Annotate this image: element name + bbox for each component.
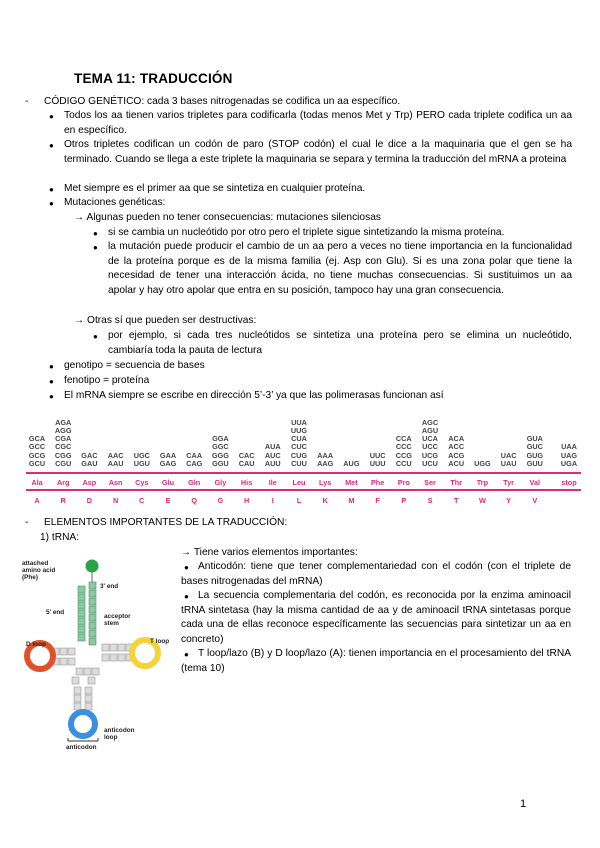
label-anticodon-loop: anticodon loop: [104, 727, 135, 741]
amino-acid-letter: E: [165, 496, 171, 505]
label-t-loop: T loop: [150, 638, 170, 645]
codon: UCA: [422, 434, 438, 444]
amino-acid-abbrev: Gln: [188, 478, 201, 487]
page-title: TEMA 11: TRADUCCIÓN: [74, 71, 233, 86]
codon-column: [130, 452, 154, 468]
amino-acid-letter: P: [401, 496, 407, 505]
codigo-sub1a: si se cambia un nucleótido por otro pero el triplete sigue sintetizando la misma proteína.: [108, 227, 505, 238]
amino-acid-letter: L: [296, 496, 302, 505]
codon-column: [182, 452, 206, 468]
amino-acid-abbrev: Pro: [397, 478, 410, 487]
amino-acid-abbrev: Asn: [108, 478, 123, 487]
amino-acid-letter: Y: [506, 496, 512, 505]
codon: CGG: [54, 450, 72, 460]
amino-acid-letter: D: [86, 496, 93, 505]
amino-acid-abbrev: His: [240, 478, 253, 487]
codon-column: [77, 452, 101, 468]
codon: AGA: [55, 417, 72, 427]
codon: GUA: [526, 434, 543, 444]
bullet-dot: ●: [49, 377, 54, 386]
codigo-sub2a: por ejemplo, si cada tres nucleótidos se sintetiza una proteína pero se elimina un nucleótido, cambiaría toda la pauta de lectura: [108, 330, 572, 356]
codon: CGC: [55, 442, 72, 452]
codon: AAA: [317, 450, 334, 460]
amino-acid-abbrev: Cys: [135, 478, 149, 487]
codon: CAU: [238, 458, 255, 468]
amino-acid-abbrev: Lys: [319, 478, 332, 487]
anticodon-loop-ring: [71, 712, 95, 736]
amino-acid-letter: T: [453, 496, 459, 505]
codon: CUC: [291, 442, 307, 452]
acceptor-stem: [78, 582, 96, 645]
codon: CAA: [186, 450, 203, 460]
codon: GUC: [526, 442, 543, 452]
bullet-dot: ●: [184, 592, 189, 601]
bullet-dot: ●: [49, 362, 54, 371]
codon-column: [497, 452, 521, 468]
codon: AGG: [54, 425, 72, 435]
amino-acid-abbrev: Arg: [56, 478, 70, 487]
elementos-e3: T loop/lazo (B) y D loop/lazo (A): tienen importancia en el procesamiento del tRNA (tema 10): [181, 648, 571, 674]
bullet-dot: ●: [49, 141, 54, 150]
amino-acid-letter: Q: [191, 496, 198, 505]
codon: UAG: [560, 450, 578, 460]
codon: CAC: [238, 450, 255, 460]
codon: UCC: [422, 442, 438, 452]
codon-column: [287, 419, 311, 468]
codon: AGC: [421, 417, 439, 427]
amino-acid-abbrev: Asp: [82, 478, 97, 487]
codon-column: [51, 419, 75, 468]
codon: CGU: [55, 458, 72, 468]
codon: AUG: [343, 458, 360, 468]
codon-column: [261, 443, 285, 468]
codon: CCC: [395, 442, 412, 452]
codon: UGA: [560, 458, 578, 468]
codigo-b6: fenotipo = proteína: [64, 375, 150, 386]
codon: GUG: [526, 450, 544, 460]
amino-acid-letter: A: [34, 496, 40, 505]
elementos-header: ELEMENTOS IMPORTANTES DE LA TRADUCCIÓN:: [44, 517, 288, 528]
bullet-dot: ●: [184, 563, 189, 572]
codon: GAU: [81, 458, 98, 468]
codon: UUU: [369, 458, 386, 468]
bullet-dot: ●: [49, 112, 54, 121]
codon-column: [470, 460, 494, 468]
codon-column: [313, 452, 337, 468]
codon-column: [523, 435, 547, 468]
codon: GAG: [159, 458, 177, 468]
amino-acid-letter: F: [375, 496, 380, 505]
codon: UAA: [561, 442, 577, 452]
codon: ACU: [448, 458, 465, 468]
label-3-end: 3' end: [100, 583, 119, 590]
central-body: [72, 668, 99, 684]
amino-acid-letter: M: [348, 496, 355, 505]
t-stem: [102, 644, 133, 661]
codon: GAC: [81, 450, 98, 460]
amino-acid-letter: W: [478, 496, 486, 505]
codon: GCC: [28, 442, 46, 452]
codon: AUA: [264, 442, 281, 452]
bullet-dot: ●: [93, 243, 98, 252]
label-attached-aa: attached amino acid (Phe): [22, 560, 56, 581]
mutation-silent-heading: → Algunas pueden no tener consecuencias: mutaciones silenciosas: [74, 212, 381, 223]
codon: GGA: [212, 434, 229, 444]
amino-acid-abbrev: Val: [529, 478, 541, 487]
bullet-dot: ●: [184, 650, 189, 659]
anticodon-stem: [74, 687, 92, 710]
amino-acid-letter: S: [427, 496, 433, 505]
codon: AAG: [317, 458, 334, 468]
codigo-b7: El mRNA siempre se escribe en dirección 5’-3’ ya que las polimerasas funcionan así: [64, 390, 444, 401]
label-anticodon: anticodon: [66, 744, 97, 751]
amino-acid-letter: K: [322, 496, 328, 505]
bullet-dot: ●: [93, 229, 98, 238]
codon: AGU: [421, 425, 439, 435]
codon: GCA: [28, 434, 46, 444]
codon: UGC: [133, 450, 150, 460]
elementos-e1: Anticodón: tiene que tener complementariedad con el codón (con el triplete de bases nitrogenadas del mRNA): [181, 561, 571, 587]
codigo-b5: genotipo = secuencia de bases: [64, 360, 205, 371]
dash-bullet: -: [25, 517, 29, 528]
amino-acid-abbrev: Ala: [31, 478, 43, 487]
codon-column: [208, 435, 232, 468]
amino-acid-letter: G: [217, 496, 224, 505]
bullet-dot: ●: [49, 185, 54, 194]
codon: ACC: [448, 442, 465, 452]
codon-column: [557, 443, 581, 468]
codon-column: [366, 452, 390, 468]
codon: CAG: [186, 458, 203, 468]
label-d-loop: D loop: [26, 641, 46, 648]
codon: UUC: [369, 450, 386, 460]
codon: AUU: [264, 458, 281, 468]
codon: GGG: [211, 450, 229, 460]
codigo-b1: Todos los aa tienen varios tripletes para codificarla (todas menos Met y Trp) PERO cada triplete codifica un aa en específico.: [64, 110, 572, 136]
bullet-dot: ●: [49, 199, 54, 208]
codon: GCU: [28, 458, 46, 468]
amino-acid-abbrev: Tyr: [503, 478, 514, 487]
codon: CCA: [395, 434, 412, 444]
codigo-b4: Mutaciones genéticas:: [64, 197, 166, 208]
codon: UGU: [133, 458, 150, 468]
codon: CUU: [291, 458, 307, 468]
codon-table-divider: [26, 472, 581, 474]
amino-acid-abbrev: Phe: [370, 478, 385, 487]
codon-column: [339, 460, 363, 468]
elementos-e2: La secuencia complementaria del codón, es reconocida por la enzima aminoacil tRNA sintetasa (hay la misma cantidad de aa y de aminoacil tRNA sintetasas porque cada una de ellas reconoce específicamente las secuencias para sintetizar un aa en concreto): [181, 590, 571, 645]
amino-acid-abbrev: Trp: [476, 478, 489, 487]
codon: UUG: [290, 425, 308, 435]
bullet-dot: ●: [49, 392, 54, 401]
codigo-b2: Otros tripletes codifican un codón de paro (STOP codón) el cual le dice a la maquinaria que el gen se ha terminado. Cuando se llega a este triplete la maquinaria se separa y termina la traducción del mRNA a proteina: [64, 139, 572, 165]
codigo-sub1b: la mutación puede producir el cambio de un aa pero a veces no tiene importancia en la funcionalidad de la proteína porque es de la misma familia (ej. Asp con Glu). Si es una zona polar que tiene la necesidad de tener una interacción ácida, no tiene muchas consecuencias. Si sustituimos un aa apolar y hay otro apolar que entra en su posición, tampoco hay una gran consecuencia.: [108, 241, 572, 296]
amino-acid-abbrev: Ile: [268, 478, 277, 487]
amino-acid-abbrev: Thr: [450, 478, 463, 487]
codon: UCU: [422, 458, 438, 468]
codon-column: [392, 435, 416, 468]
label-acceptor-stem: acceptor stem: [104, 613, 131, 627]
codon-column: [156, 452, 180, 468]
amino-acid-abbrev: Met: [345, 478, 358, 487]
amino-acid-abbrev: stop: [561, 478, 577, 487]
codon: GGC: [212, 442, 229, 452]
codon: UGG: [474, 458, 491, 468]
codon: GGU: [212, 458, 229, 468]
codon-column: [104, 452, 128, 468]
codon: ACG: [448, 450, 465, 460]
mutation-destructive-heading: → Otras sí que pueden ser destructivas:: [74, 315, 257, 326]
codon: UAU: [500, 458, 517, 468]
codon: CUA: [291, 434, 307, 444]
dash-bullet: -: [25, 96, 29, 107]
elementos-intro: → Tiene varios elementos importantes:: [181, 547, 358, 558]
codon: UUA: [291, 417, 307, 427]
amino-acid-abbrev: Leu: [292, 478, 306, 487]
codigo-b3: Met siempre es el primer aa que se sintetiza en cualquier proteína.: [64, 183, 366, 194]
amino-acid-abbrev: Ser: [424, 478, 436, 487]
codigo-intro: CÓDIGO GENÉTICO: cada 3 bases nitrogenadas se codifica un aa específico.: [44, 96, 401, 107]
amino-acid-letter: R: [60, 496, 66, 505]
codon: ACA: [448, 434, 465, 444]
amino-acid-letter: H: [243, 496, 250, 505]
label-5-end: 5' end: [46, 609, 65, 616]
codon-table-divider: [26, 489, 581, 491]
elementos-item-trna: 1) tRNA:: [40, 532, 80, 543]
amino-acid-ball: [86, 560, 99, 573]
codon-column: [444, 435, 468, 468]
codon: CCG: [395, 450, 412, 460]
codon: UCG: [421, 450, 439, 460]
codon-column: [25, 435, 49, 468]
amino-acid-letter: I: [271, 496, 274, 505]
codon: GUU: [526, 458, 543, 468]
amino-acid-abbrev: Glu: [161, 478, 175, 487]
amino-acid-abbrev: Gly: [214, 478, 227, 487]
codon: AAC: [107, 450, 124, 460]
amino-acid-letter: V: [532, 496, 538, 505]
codon: GAA: [159, 450, 177, 460]
codon: AUC: [264, 450, 281, 460]
bullet-dot: ●: [93, 332, 98, 341]
codon: CUG: [290, 450, 308, 460]
amino-acid-letter: N: [112, 496, 119, 505]
codon: AAU: [107, 458, 124, 468]
page-number: 1: [520, 798, 527, 810]
codon: GCG: [28, 450, 46, 460]
codon: UAC: [500, 450, 517, 460]
codon-column: [418, 419, 442, 468]
codon: CCU: [395, 458, 412, 468]
codon-column: [235, 452, 259, 468]
codon: CGA: [55, 434, 72, 444]
amino-acid-letter: C: [139, 496, 145, 505]
